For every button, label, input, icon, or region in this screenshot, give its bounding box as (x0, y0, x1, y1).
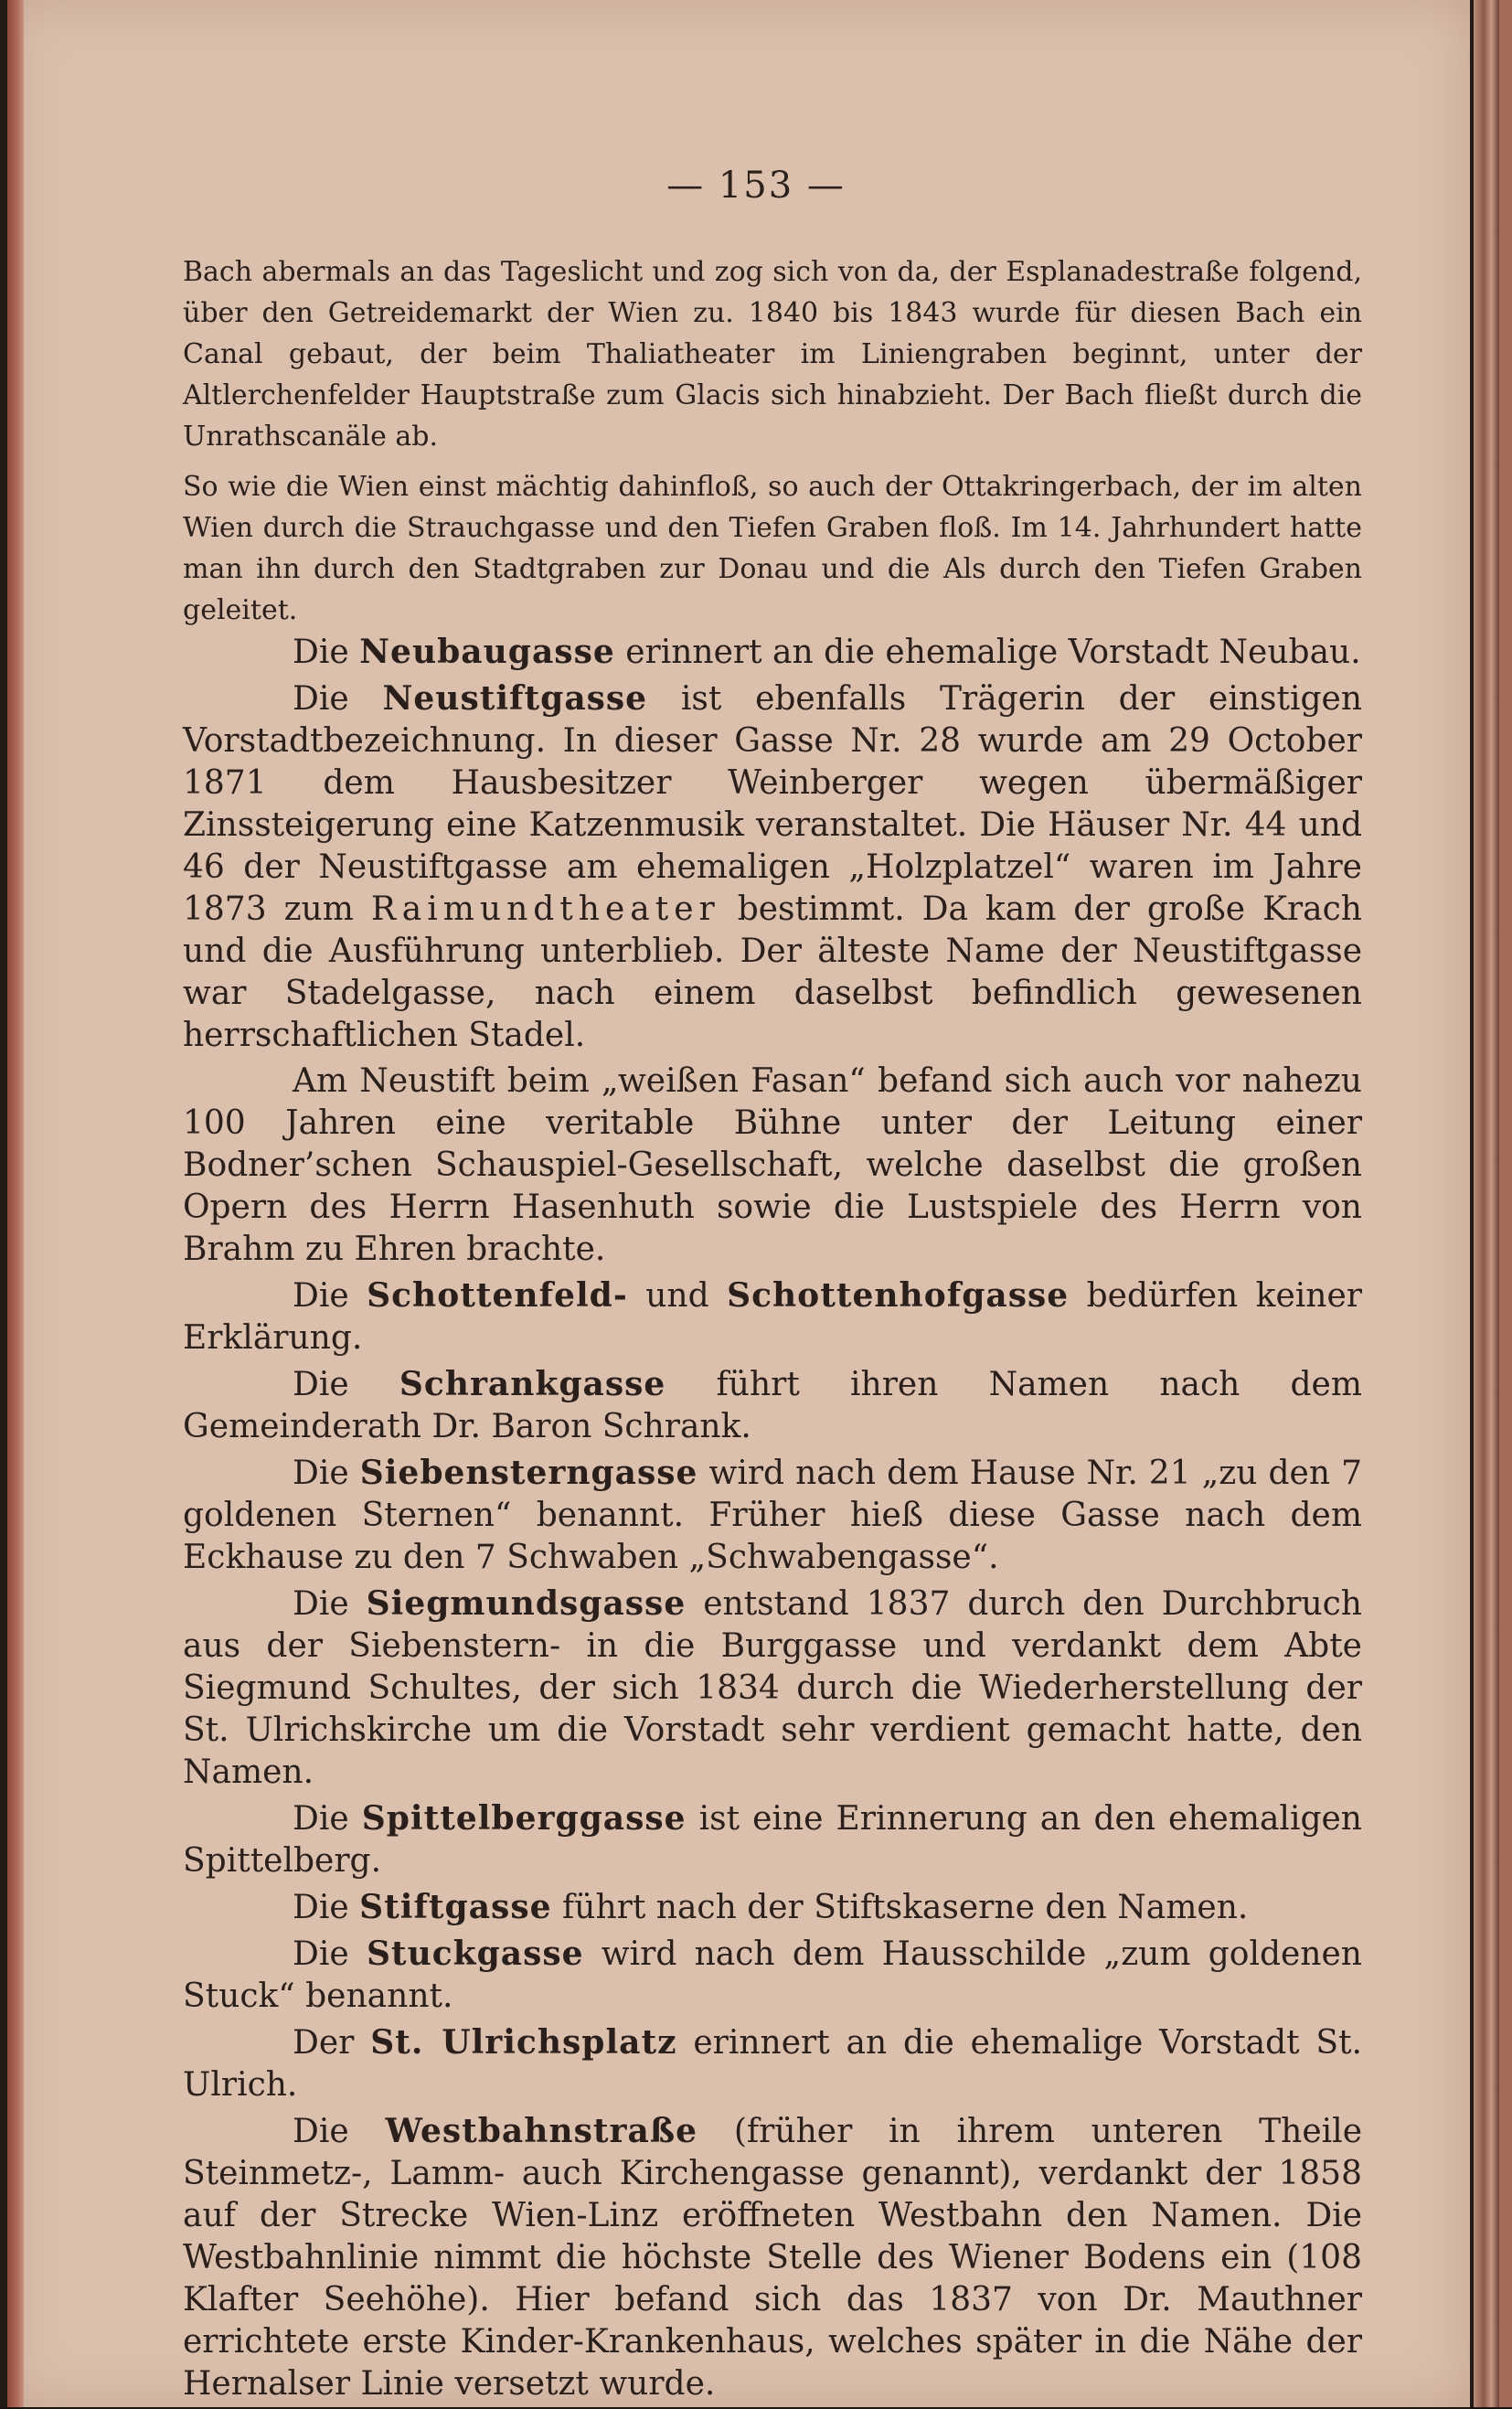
street-name: Schottenfeld- (367, 1276, 628, 1315)
entry-siebensterngasse (183, 1452, 1362, 1579)
street-name: Siegmundsgasse (366, 1584, 687, 1623)
entry-neustiftgasse (183, 677, 1362, 1057)
entry-prefix: Die (293, 680, 349, 718)
street-name: Stuckgasse (366, 1935, 584, 1973)
paragraph: Bach abermals an das Tageslicht und zog sich von da, der Esplanadestraße folgend, über den Getreidemarkt der Wien zu. 1840 bis 1843 wurde für diesen Bach ein Canal gebaut, der beim Thaliatheater im Liniengraben beginnt, unter der Altlerchenfelder Hauptstraße zum Glacis sich hinabzieht. Der Bach fließt durch die Unrathscanäle ab. (183, 256, 1362, 453)
entry-prefix: Die (293, 1889, 349, 1926)
street-name: St. Ulrichsplatz (370, 2023, 677, 2062)
entry-text: (früher in ihrem unteren Theile Steinmetz-, Lamm- auch Kirchengasse genannt), verdankt der 1858 auf der Strecke Wien-Linz eröffneten Westbahn den Namen. Die Westbahnlinie nimmt die höchste Stelle des Wiener Bodens ein (108 Klafter Seehöhe). Hier befand sich das 1837 von Dr. Mauthner errichtete erste Kinder-Krankenhaus, welches später in die Nähe der Hernalser Linie versetzt wurde. (183, 2113, 1363, 2403)
entry-neubaugasse (183, 631, 1362, 674)
entry-text: führt nach der Stiftskaserne den Namen. (561, 1889, 1249, 1926)
entry-spittelberggasse (183, 1797, 1362, 1882)
entry-prefix: Die (293, 634, 349, 671)
entry-text: wird nach dem Hause Nr. 21 „zu den 7 goldenen Sternen“ benannt. Früher hieß diese Gasse nach dem Eckhause zu den 7 Schwaben „Schwabengasse“. (183, 1455, 1362, 1576)
entry-stuckgasse (183, 1933, 1362, 2018)
entry-text: bestimmt. Da kam der große Krach und die Ausführung unterblieb. Der älteste Name der Neustiftgasse war Stadelgasse, nach einem daselbst befindlich gewesenen herrschaftlichen Stadel. (183, 890, 1362, 1054)
cover-edge (1499, 0, 1512, 2407)
entry-stiftgasse (183, 1886, 1362, 1929)
entry-text: führt ihren Namen nach dem Gemeinderath Dr. Baron Schrank. (183, 1366, 1362, 1445)
page-edge (1474, 0, 1499, 2407)
entry-prefix: Die (293, 1455, 349, 1492)
entry-prefix: Die (293, 1585, 349, 1623)
street-name: Westbahnstraße (385, 2112, 698, 2150)
emphasized-text: Raimundtheater (370, 890, 720, 928)
entry-text: Am Neustift beim „weißen Fasan“ befand sich auch vor nahezu 100 Jahren eine veritable Bühne unter der Leitung einer Bodner’schen Schauspiel-Gesellschaft, welche daselbst die großen Opern des Herrn Hasenhuth sowie die Lustspiele des Herrn von Brahm zu Ehren brachte. (183, 1062, 1362, 1268)
entry-prefix: Die (293, 2113, 349, 2150)
street-name: Neustiftgasse (382, 679, 648, 718)
entry-westbahnstrasse (183, 2110, 1362, 2405)
small-text-block (183, 251, 1362, 640)
page-number: — 153 — (666, 165, 846, 207)
street-name: Stiftgasse (359, 1888, 552, 1926)
entry-prefix: Der (293, 2024, 355, 2062)
entry-text: bedürfen keiner Erklärung. (183, 1277, 1362, 1357)
street-name: Neubaugasse (359, 633, 615, 671)
paragraph: So wie die Wien einst mächtig dahinfloß, so auch der Ottakringerbach, der im alten Wien durch die Strauchgasse und den Tiefen Graben floß. Im 14. Jahrhundert hatte man ihn durch den Stadtgraben zur Donau und die Als durch den Tiefen Graben geleitet. (183, 471, 1362, 626)
entry-conjunction: und (645, 1277, 709, 1315)
entry-text: erinnert an die ehemalige Vorstadt St. Ulrich. (183, 2024, 1362, 2104)
entry-schrankgasse (183, 1363, 1362, 1448)
entry-st-ulrichsplatz (183, 2021, 1362, 2106)
entry-prefix: Die (293, 1800, 349, 1838)
entry-text: wird nach dem Hausschilde „zum goldenen Stuck“ benannt. (183, 1935, 1362, 2015)
street-name: Spittelberggasse (361, 1799, 687, 1838)
entry-text: erinnert an die ehemalige Vorstadt Neubau. (625, 634, 1361, 671)
entry-text: entstand 1837 durch den Durchbruch aus der Siebenstern- in die Burggasse und verdankt dem Abte Siegmund Schultes, der sich 1834 durch die Wiederherstellung der St. Ulrichskirche um die Vorstadt sehr verdient gemacht hatte, den Namen. (183, 1585, 1362, 1791)
entry-neustift-theatre (183, 1061, 1362, 1271)
entry-prefix: Die (293, 1277, 349, 1315)
street-entries (183, 631, 1362, 2409)
entry-prefix: Die (293, 1935, 349, 1973)
entry-prefix: Die (293, 1366, 349, 1403)
page-gutter (7, 0, 24, 2407)
street-name: Siebensterngasse (359, 1454, 698, 1492)
entry-text: ist ebenfalls Trägerin der einstigen Vorstadtbezeichnung. In dieser Gasse Nr. 28 wurde am 29 October 1871 dem Hausbesitzer Weinberger wegen übermäßiger Zinssteigerung eine Katzenmusik veranstaltet. Die Häuser Nr. 44 und 46 der Neustiftgasse am ehemaligen „Holzplatzel“ waren im Jahre 1873 zum (183, 680, 1363, 928)
street-name: Schrankgasse (399, 1365, 666, 1403)
entry-siegmundsgasse (183, 1583, 1362, 1794)
entry-schottenfeld (183, 1274, 1362, 1359)
entry-text: ist eine Erinnerung an den ehemaligen Spittelberg. (183, 1800, 1362, 1880)
street-name: Schottenhofgasse (727, 1276, 1070, 1315)
